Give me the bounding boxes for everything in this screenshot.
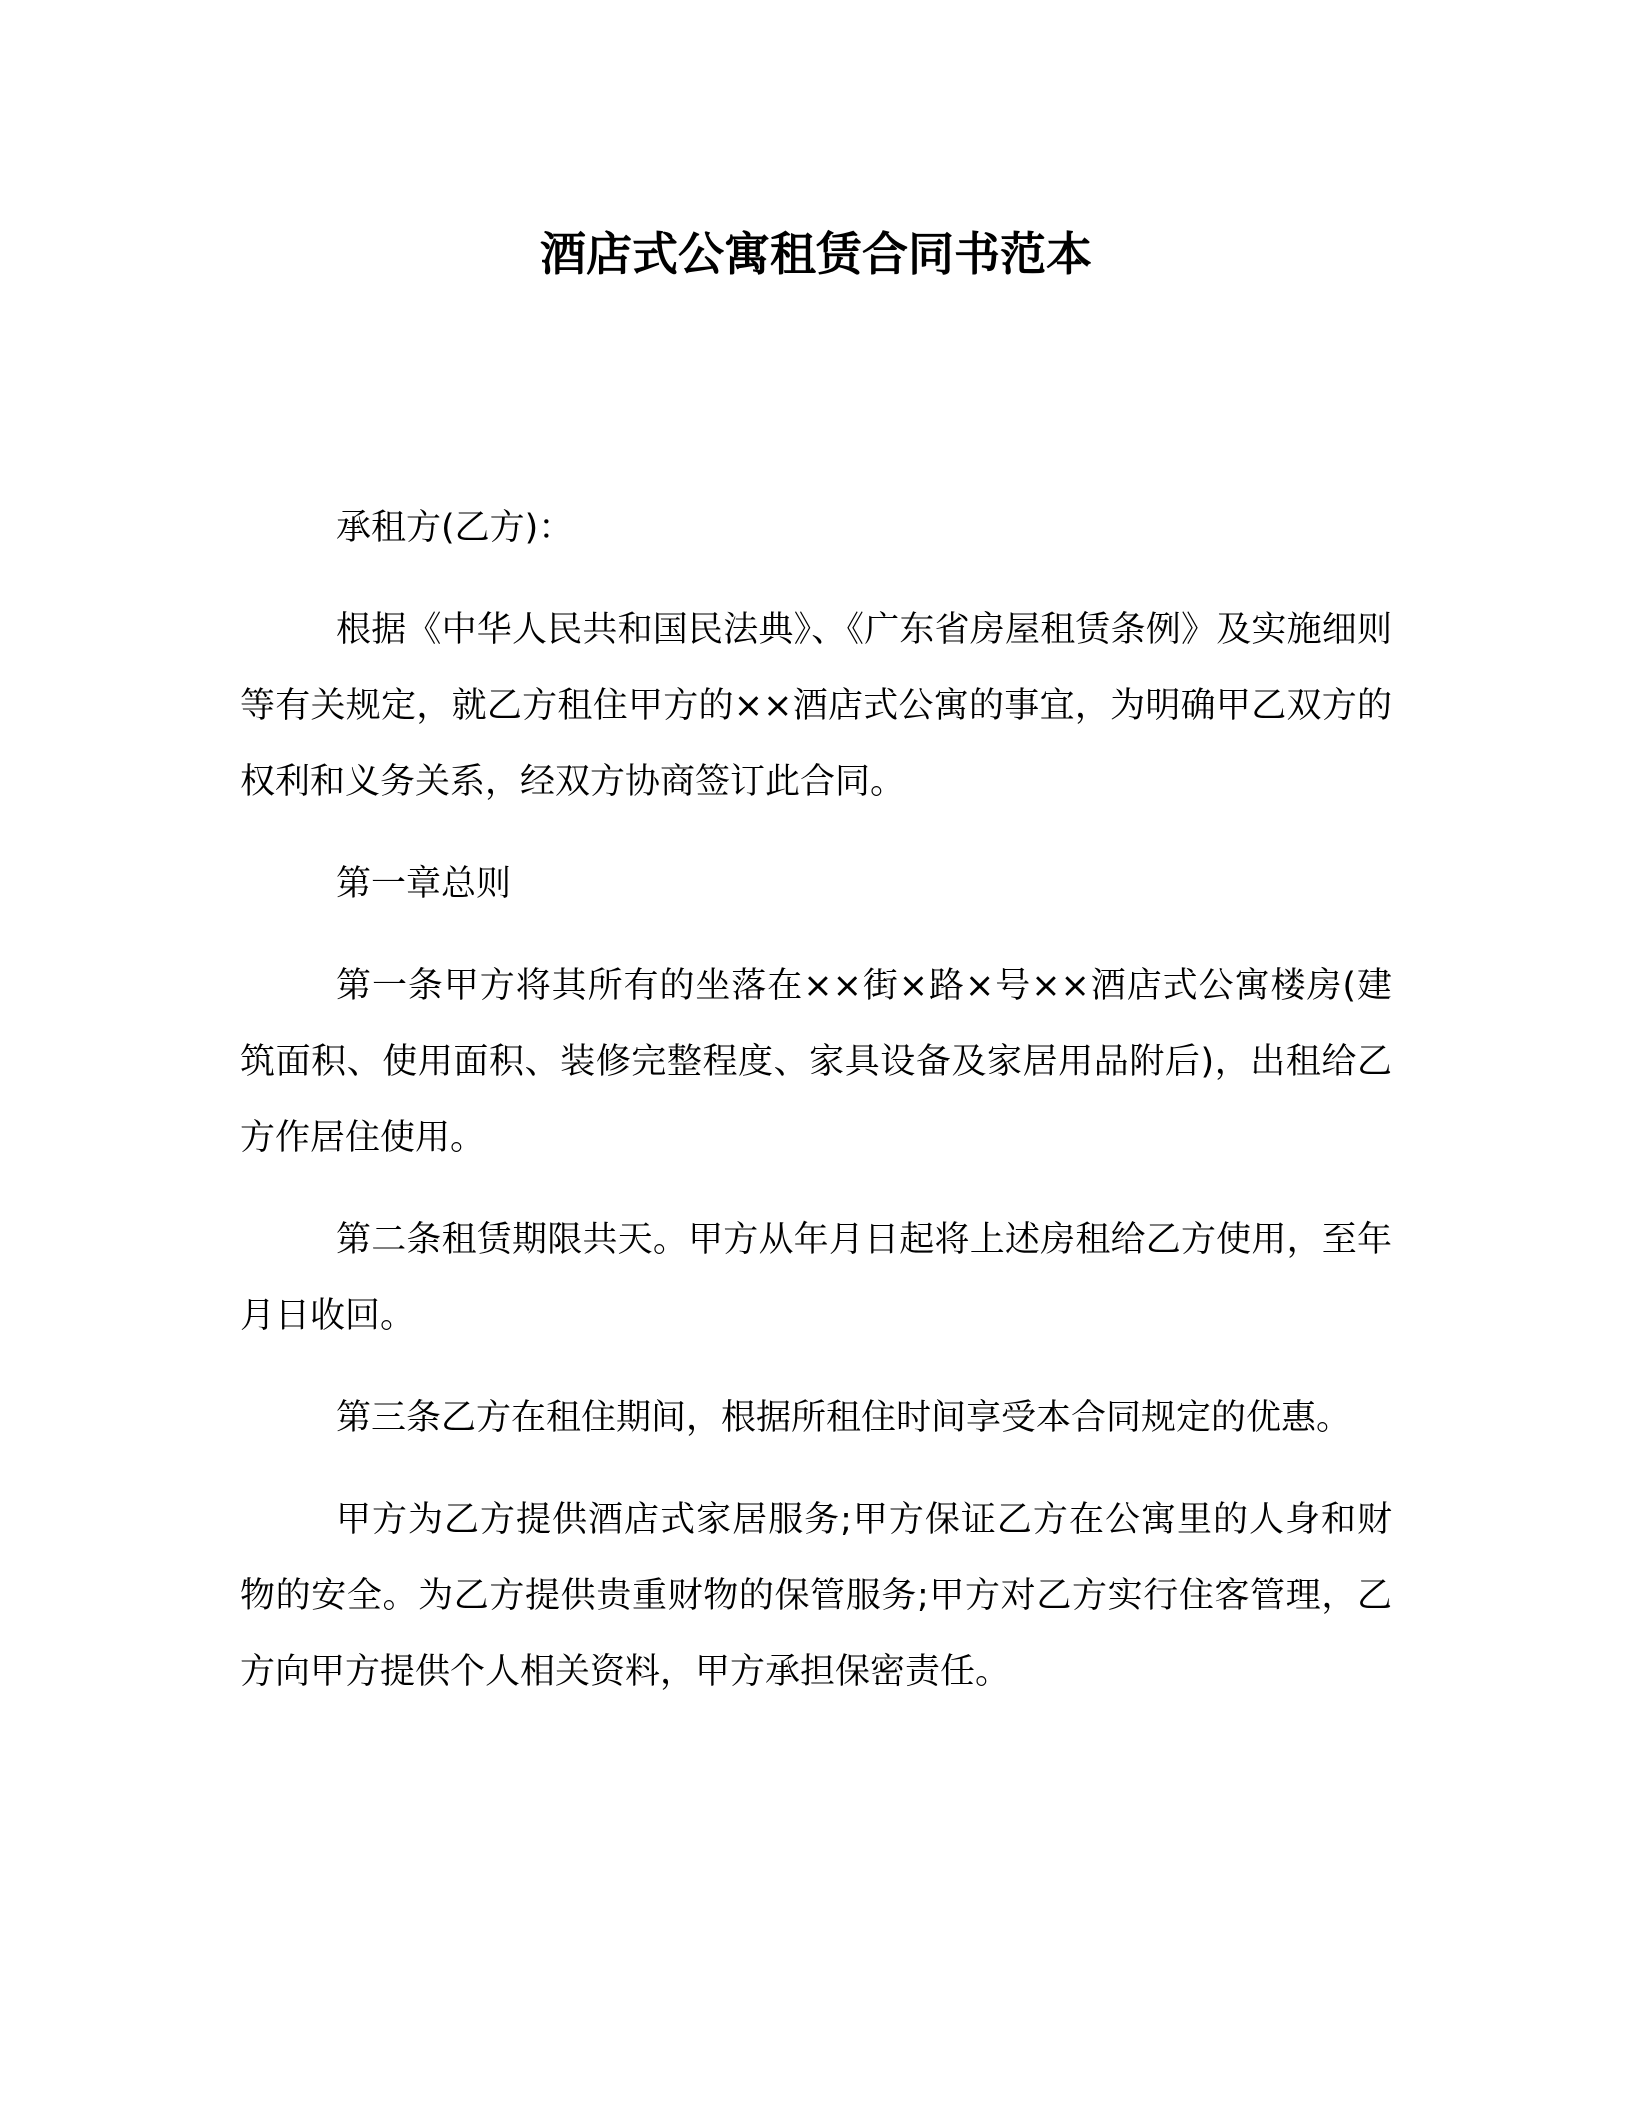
article-one: 第一条甲方将其所有的坐落在××街×路×号××酒店式公寓楼房(建筑面积、使用面积、装修完整程度、家具设备及家居用品附后)，出租给乙方作居住使用。	[240, 966, 1392, 1158]
chapter-heading: 第一章总则	[336, 864, 512, 904]
paragraph-lessee: 承租方(乙方)：	[336, 508, 574, 548]
document-body	[240, 490, 1392, 1736]
services-paragraph: 甲方为乙方提供酒店式家居服务;甲方保证乙方在公寓里的人身和财物的安全。为乙方提供贵重财物的保管服务;甲方对乙方实行住客管理，乙方向甲方提供个人相关资料，甲方承担保密责任。	[240, 1500, 1392, 1692]
article-two: 第二条租赁期限共天。甲方从年月日起将上述房租给乙方使用，至年月日收回。	[240, 1220, 1392, 1336]
paragraph-preamble: 根据《中华人民共和国民法典》、《广东省房屋租赁条例》及实施细则等有关规定，就乙方租住甲方的××酒店式公寓的事宜，为明确甲乙双方的权利和义务关系，经双方协商签订此合同。	[240, 610, 1392, 802]
article-three: 第三条乙方在租住期间，根据所租住时间享受本合同规定的优惠。	[336, 1398, 1352, 1438]
document-title: 酒店式公寓租赁合同书范本	[540, 227, 1092, 281]
